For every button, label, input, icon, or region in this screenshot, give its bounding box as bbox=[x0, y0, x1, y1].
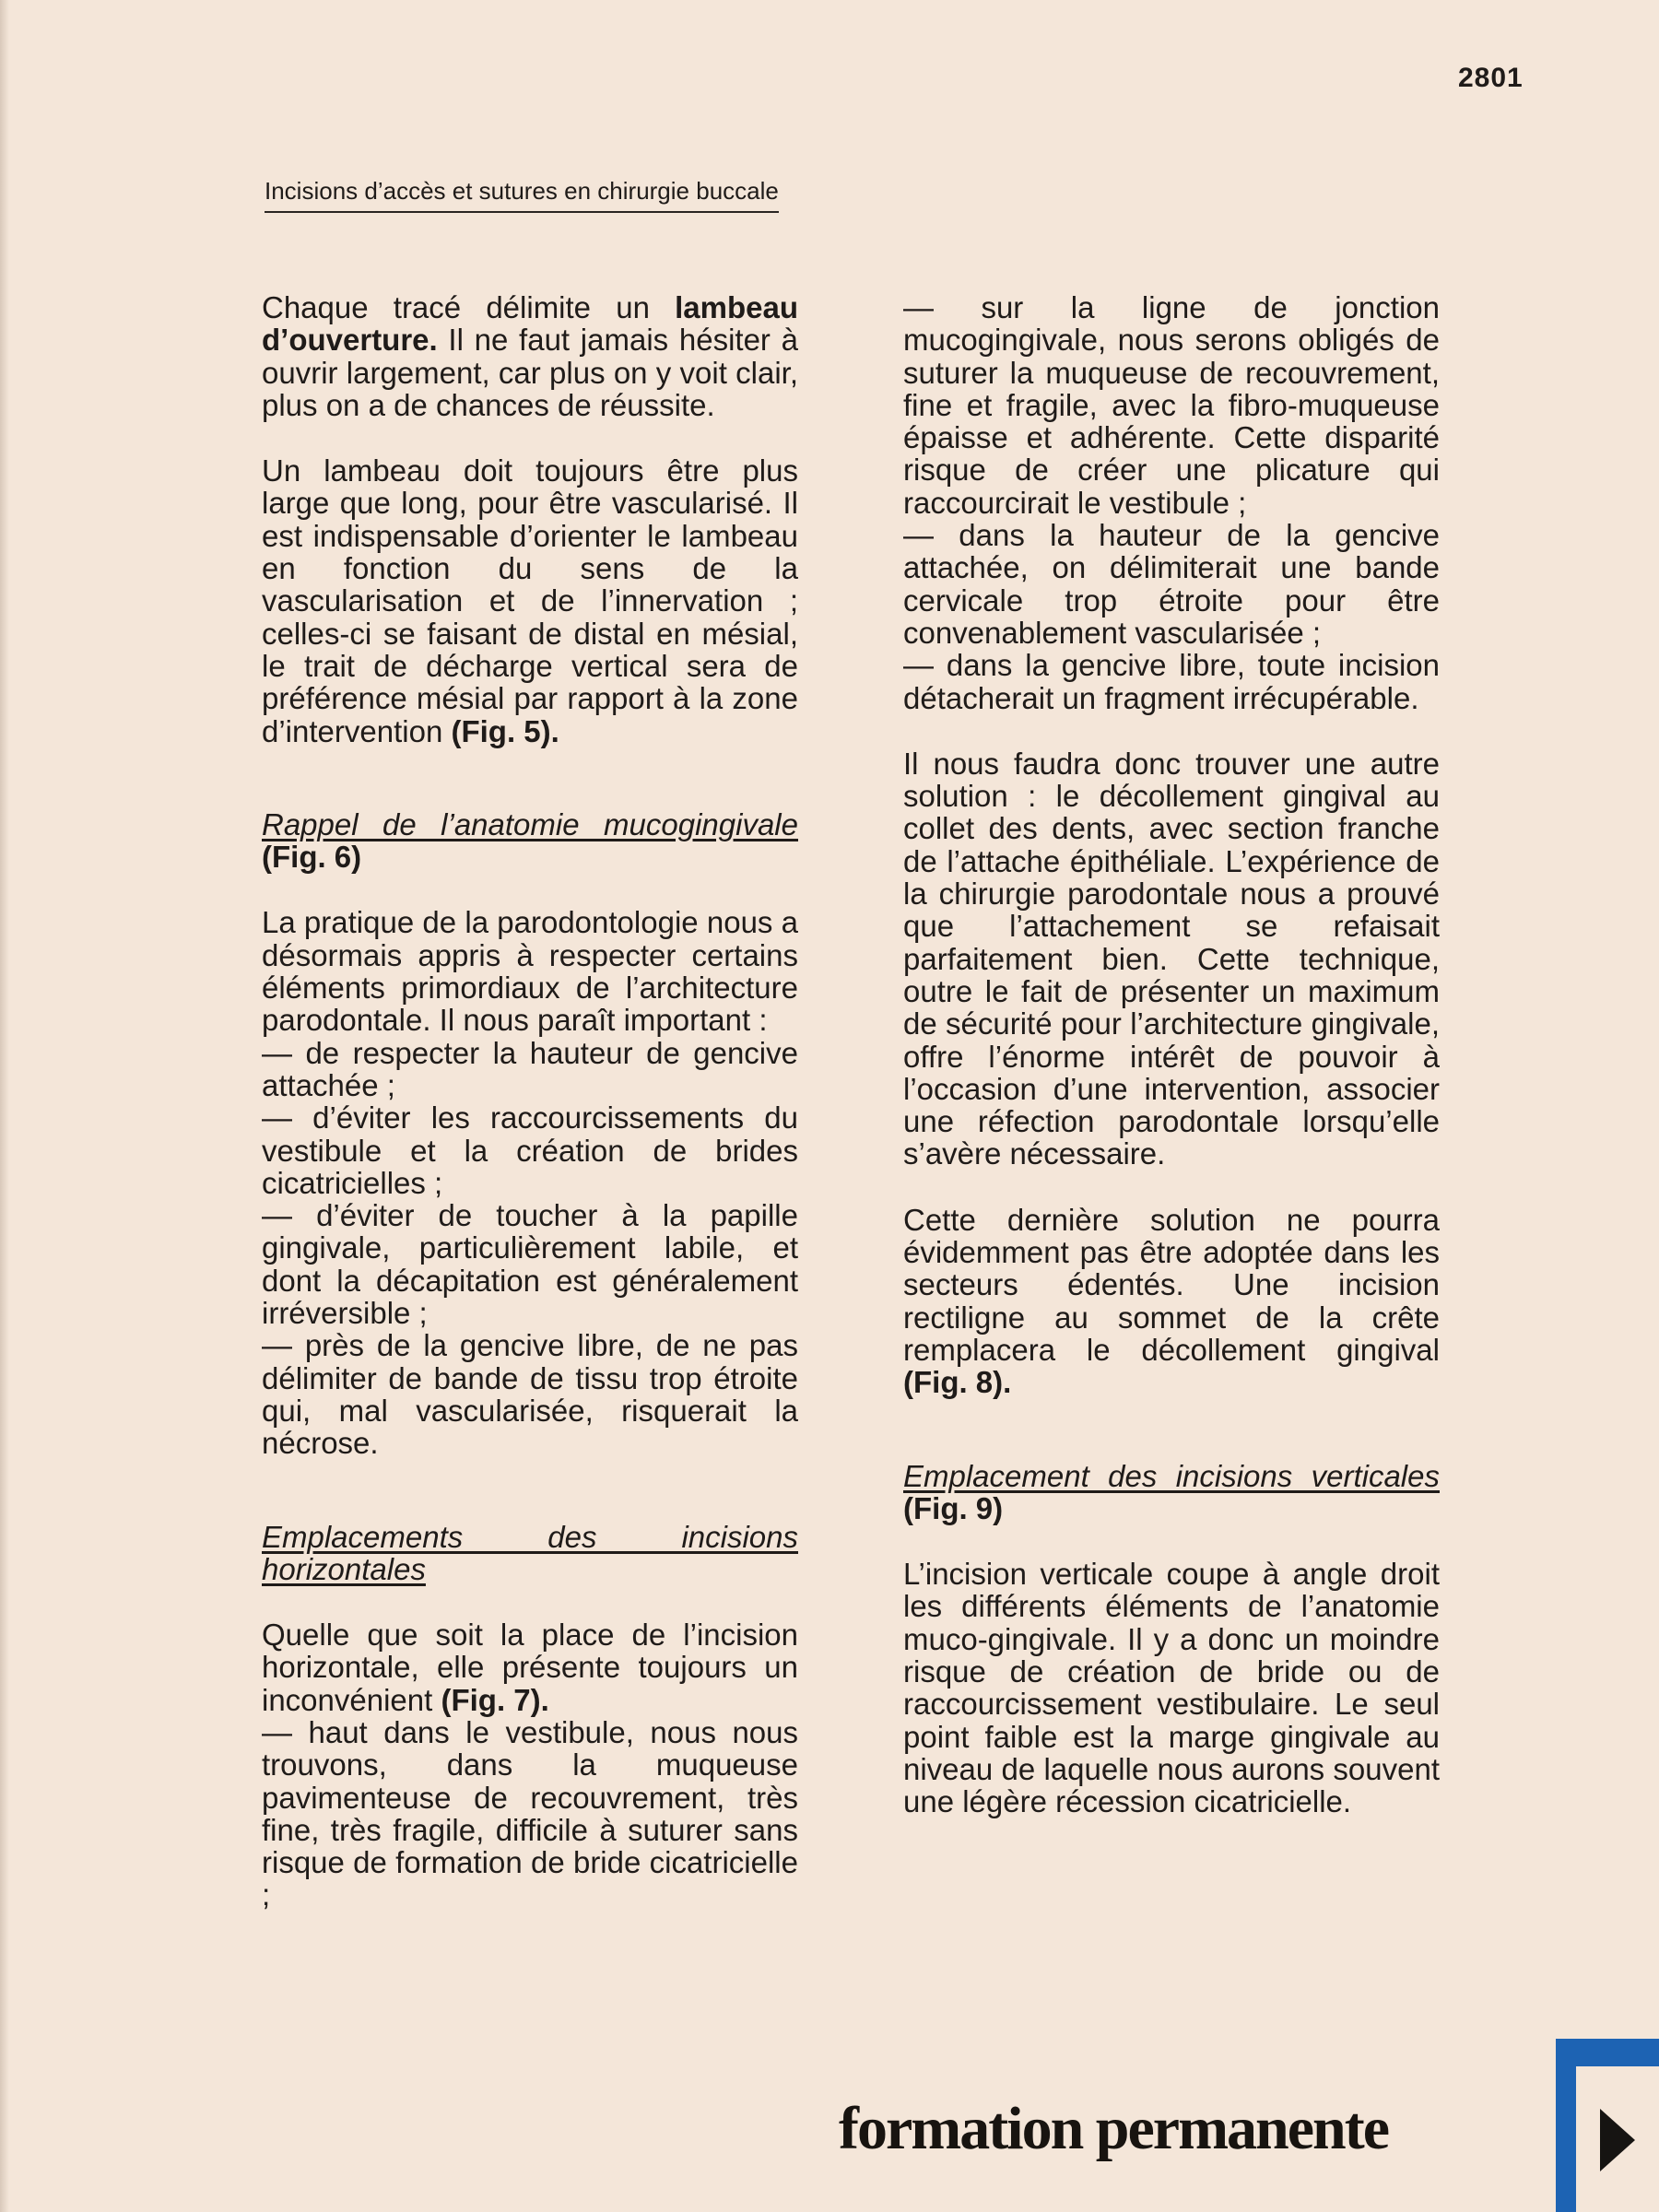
paragraph-lambeau bbox=[262, 291, 798, 421]
list-item: — d’éviter de toucher à la papille gingivale, particulièrement labile, et dont la décapitation est généralement irréversible ; bbox=[262, 1198, 798, 1331]
paragraph-incision-horizontale bbox=[262, 1618, 798, 1716]
figure-reference: (Fig. 5). bbox=[451, 713, 559, 748]
heading-title: Rappel de l’anatomie mucogingivale bbox=[262, 806, 798, 841]
next-page-marker bbox=[1556, 2039, 1659, 2212]
figure-reference: (Fig. 9) bbox=[903, 1490, 1004, 1525]
list-item: — d’éviter les raccourcissements du vestibule et la création de brides cicatricielles ; bbox=[262, 1100, 798, 1200]
play-triangle-icon bbox=[1600, 2109, 1635, 2171]
list-item: — de respecter la hauteur de gencive attachée ; bbox=[262, 1035, 798, 1102]
paragraph-text: Cette dernière solution ne pourra évidemment pas être adoptée dans les secteurs édentés. Une incision rectiligne au sommet de la crête remplacera le décollement gingival bbox=[903, 1202, 1440, 1367]
paragraph-text: Quelle que soit la place de l’incision horizontale, elle présente toujours un inconvénient bbox=[262, 1618, 798, 1717]
right-column bbox=[903, 291, 1440, 1818]
heading-title: Emplacements des incisions horizontales bbox=[262, 1519, 798, 1586]
figure-reference: (Fig. 6) bbox=[262, 840, 362, 875]
figure-reference: (Fig. 7). bbox=[441, 1682, 549, 1717]
paragraph-text: Chaque tracé délimite un bbox=[262, 290, 676, 324]
list-item: — dans la hauteur de la gencive attachée, on délimiterait une bande cervicale trop étroite pour être convenablement vascularisée ; bbox=[903, 518, 1440, 650]
paragraph-text: Un lambeau doit toujours être plus large que long, pour être vascularisé. Il est indispensable d’orienter le lambeau en fonction du sens de la vascularisation et de l’innervation ; celles-ci se faisant de distal en mésial, le trait de décharge vertical sera de préférence mésial par rapport à la zone d’intervention bbox=[262, 453, 798, 748]
paragraph-incision-verticale: L’incision verticale coupe à angle droit les différents éléments de l’anatomie muco-gingivale. Il y a donc un moindre risque de création de bride ou de raccourcissement vestibulaire. Le seul point faible est la marge gingivale au niveau de laquelle nous aurons souvent une légère récession cicatricielle. bbox=[903, 1557, 1440, 1819]
paragraph-vascularisation bbox=[262, 454, 798, 747]
list-item: — dans la gencive libre, toute incision détacherait un fragment irrécupérable. bbox=[903, 648, 1440, 715]
left-column bbox=[262, 291, 798, 1912]
section-heading-verticales bbox=[903, 1460, 1440, 1525]
list-item: — haut dans le vestibule, nous nous trouvons, dans la muqueuse pavimenteuse de recouvrement, très fine, très fragile, difficile à suturer sans risque de formation de bride cicatricielle ; bbox=[262, 1714, 798, 1912]
bold-term: lambeau d’ouverture. bbox=[262, 290, 798, 358]
figure-reference: (Fig. 8). bbox=[903, 1365, 1012, 1400]
paragraph-text: Il ne faut jamais hésiter à ouvrir largement, car plus on y voit clair, plus on a de chances de réussite. bbox=[262, 323, 798, 422]
page-number: 2801 bbox=[1458, 63, 1524, 93]
formation-permanente-logo: formation permanente bbox=[839, 2095, 1389, 2162]
list-item: — sur la ligne de jonction mucogingivale, nous serons obligés de suturer la muqueuse de recouvrement, fine et fragile, avec la fibro-muqueuse épaisse et adhérente. Cette disparité risque de créer une plicature qui raccourcirait le vestibule ; bbox=[903, 290, 1440, 520]
paragraph-parodontologie: La pratique de la parodontologie nous a désormais appris à respecter certains éléments primordiaux de l’architecture parodontale. Il nous paraît important : bbox=[262, 905, 798, 1038]
section-heading-horizontales bbox=[262, 1521, 798, 1586]
paragraph-decollement: Il nous faudra donc trouver une autre solution : le décollement gingival au collet des dents, avec section franche de l’attache épithéliale. L’expérience de la chirurgie parodontale nous a prouvé que l’attachement se refaisait parfaitement bien. Cette technique, outre le fait de présenter un maximum de sécurité pour l’architecture gingivale, offre l’énorme intérêt de pouvoir à l’occasion d’une intervention, associer une réfection parodontale lorsqu’elle s’avère nécessaire. bbox=[903, 746, 1440, 1171]
list-item: — près de la gencive libre, de ne pas délimiter de bande de tissu trop étroite qui, mal vascularisée, risquerait la nécrose. bbox=[262, 1328, 798, 1461]
heading-title: Emplacement des incisions verticales bbox=[903, 1458, 1440, 1493]
page-binding-edge bbox=[0, 0, 9, 2212]
running-head: Incisions d’accès et sutures en chirurgie buccale bbox=[265, 177, 779, 213]
paragraph-secteurs-edentes bbox=[903, 1204, 1440, 1399]
section-heading-anatomie bbox=[262, 808, 798, 874]
